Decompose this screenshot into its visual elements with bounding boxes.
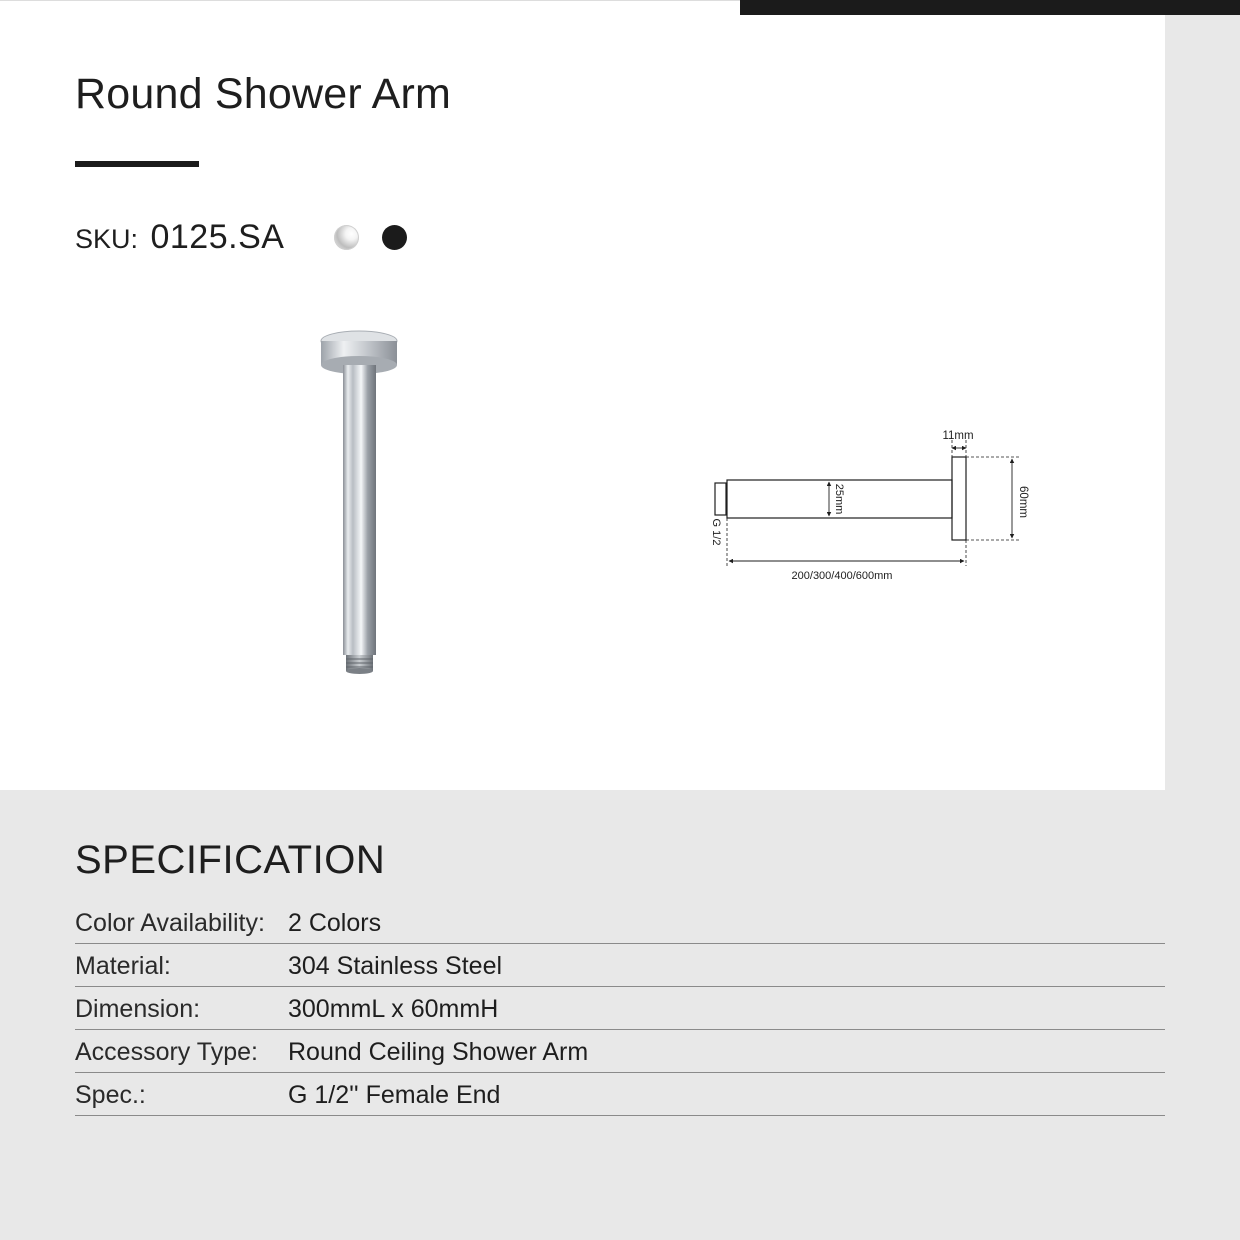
- spec-table: [75, 901, 1165, 1116]
- sku-value: 0125.SA: [150, 218, 285, 256]
- spec-row: [75, 987, 1165, 1030]
- spec-key: Accessory Type:: [75, 1038, 258, 1066]
- spec-row: [75, 901, 1165, 944]
- finish-swatch-black[interactable]: [382, 225, 407, 250]
- spec-value: 304 Stainless Steel: [288, 952, 503, 980]
- drawing-thread: [715, 483, 726, 515]
- spec-key: Dimension:: [75, 995, 201, 1023]
- spec-value: 2 Colors: [288, 909, 382, 937]
- spec-value: 300mmL x 60mmH: [288, 995, 499, 1023]
- sku-label: SKU:: [75, 224, 139, 254]
- spec-key: Material:: [75, 952, 171, 980]
- thread-end: [346, 655, 373, 674]
- product-image: [300, 325, 420, 685]
- top-accent-bar: [740, 0, 1240, 15]
- dim-length: 200/300/400/600mm: [791, 570, 893, 582]
- dim-flange-height: 60mm: [1017, 486, 1029, 518]
- top-divider: [0, 0, 740, 1]
- spec-row: [75, 1073, 1165, 1116]
- spec-row: [75, 944, 1165, 987]
- dim-pipe-diameter: 25mm: [833, 483, 845, 515]
- specification-heading: SPECIFICATION: [75, 838, 386, 882]
- finish-swatch-chrome[interactable]: [334, 225, 359, 250]
- page-title: Round Shower Arm: [75, 70, 452, 118]
- dim-thread: G 1/2: [710, 518, 722, 546]
- dim-flange-thickness: 11mm: [942, 430, 974, 442]
- spec-value: Round Ceiling Shower Arm: [288, 1038, 589, 1066]
- spec-row: [75, 1030, 1165, 1073]
- drawing-flange: [952, 457, 966, 540]
- spec-key: Color Availability:: [75, 909, 265, 937]
- spec-value: G 1/2'' Female End: [288, 1081, 501, 1109]
- title-underline: [75, 161, 199, 167]
- pipe: [343, 365, 376, 655]
- dimension-drawing: [690, 420, 1050, 590]
- sku: [75, 218, 284, 257]
- spec-key: Spec.:: [75, 1081, 146, 1109]
